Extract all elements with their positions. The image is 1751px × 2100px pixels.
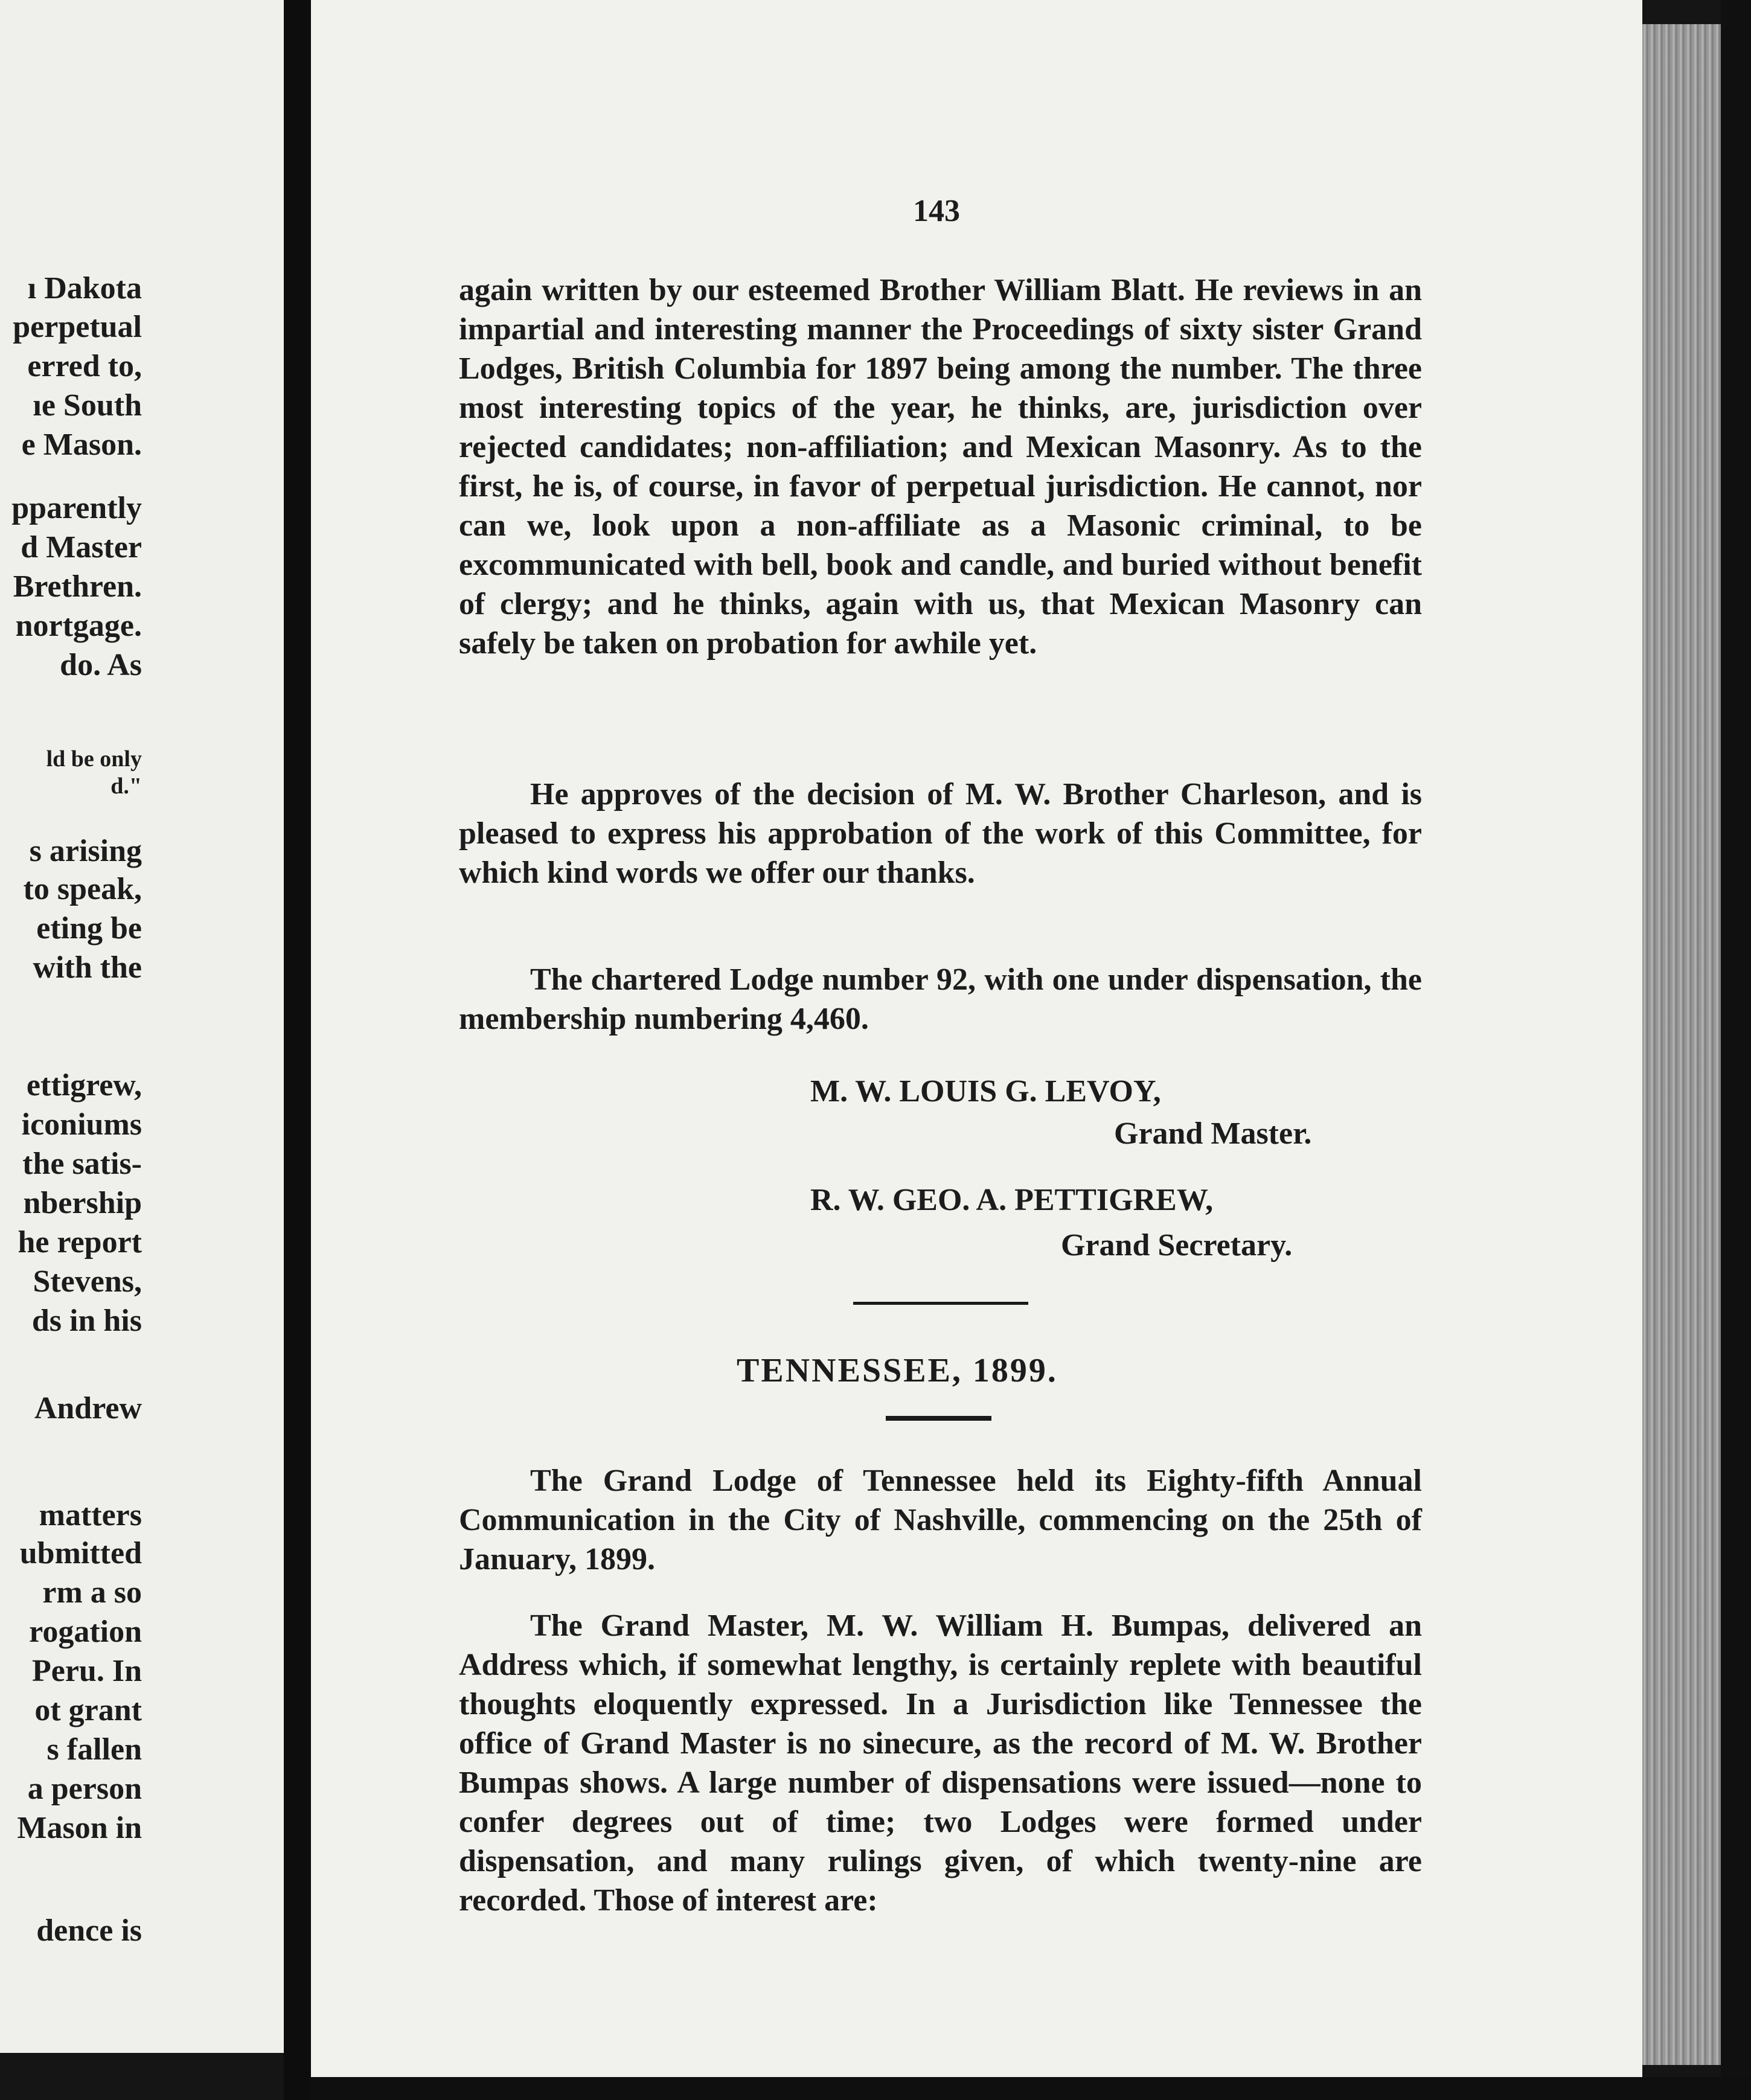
left-page-line: dence is [36,1913,142,1948]
page-number: 143 [913,194,960,228]
left-page-line: Brethren. [13,569,142,604]
left-page-line: to speak, [23,872,142,906]
left-page-line: perpetual [13,310,142,344]
left-page-line: ot grant [34,1693,142,1727]
left-page-line: rm a so [42,1575,142,1610]
heading-underline [886,1416,991,1421]
grand-master-title: Grand Master. [1114,1116,1312,1151]
left-page [0,0,284,2053]
left-page-line: do. As [60,648,142,682]
paragraph-grand-master-address: The Grand Master, M. W. William H. Bumpas, delivered an Address which, if somewhat lengthy, is certainly replete with beautiful thoughts eloquently expressed. In a Jurisdiction like Tennessee the office of Grand Master is no sinecure, as the record of M. W. Brother Bumpas shows. A large number of dispensations were issued—none to confer degrees out of time; two Lodges were formed under dispensation, and many rulings given, of which twenty-nine are recorded. Those of interest are: [459,1609,1422,1918]
grand-secretary-name: R. W. GEO. A. PETTIGREW, [810,1183,1214,1217]
paragraph-blatt-review: again written by our esteemed Brother William Blatt. He reviews in an impartial and interesting manner the Proceedings of sixty sister Grand Lodges, British Columbia for 1897 being among the number. The three most interesting topics of the year, he thinks, are, jurisdiction over rejected candidates; non-affiliation; and Mexican Masonry. As to the first, he is, of course, in favor of perpetual jurisdiction. He cannot, nor can we, look upon a non-affiliate as a Masonic criminal, to be excommunicated with bell, book and candle, and buried without benefit of clergy; and he thinks, again with us, that Mexican Masonry can safely be taken on probation for awhile yet. [459,273,1422,661]
left-page-line: d Master [21,530,142,565]
left-page-line: s arising [29,834,142,868]
left-page-line: iconiums [21,1107,142,1142]
bottom-shadow [311,2077,1751,2100]
left-page-line: rogation [29,1615,142,1649]
left-page-line: ds in his [31,1304,142,1338]
left-page-line: a person [27,1772,142,1806]
left-page-line: d." [110,773,142,799]
paragraph-tennessee-communication: The Grand Lodge of Tennessee held its Eighty-fifth Annual Communication in the City of Nashville, commencing on the 25th of January, 1899. [459,1464,1422,1577]
book-edge-shadow [1721,0,1751,2100]
grand-master-name: M. W. LOUIS G. LEVOY, [810,1074,1161,1109]
grand-secretary-title: Grand Secretary. [1061,1228,1293,1263]
left-page-line: the satis- [22,1147,142,1181]
left-page-line: ettigrew, [26,1068,142,1103]
left-page-line: he report [18,1225,142,1260]
left-page-line: pparently [11,491,142,525]
left-page-line: ubmitted [19,1536,142,1570]
left-page-line: Peru. In [32,1654,142,1688]
paragraph-charleson-decision: He approves of the decision of M. W. Brother Charleson, and is pleased to express his approbation of the work of this Committee, for which kind words we offer our thanks. [459,777,1422,890]
left-page-line: ld be only [46,746,142,772]
left-page-line: with the [33,950,142,985]
left-page-line: matters [39,1498,142,1532]
page-edge [1642,24,1721,2065]
left-page-line: ıe South [33,388,142,423]
left-page-line: Stevens, [33,1264,142,1299]
section-divider [853,1302,1028,1305]
left-page-line: e Mason. [21,427,142,462]
section-heading: TENNESSEE, 1899. [737,1352,1058,1389]
left-page-line: Andrew [34,1391,142,1426]
left-page-line: ı Dakota [27,271,142,306]
left-page-line: Mason in [17,1811,142,1845]
book-gutter [284,0,311,2100]
left-page-line: nbership [23,1186,142,1220]
paragraph-lodge-count: The chartered Lodge number 92, with one under dispensation, the membership numbering 4,460. [459,962,1422,1036]
left-page-line: s fallen [46,1732,142,1767]
left-page-line: erred to, [27,349,142,383]
left-page-line: nortgage. [15,609,142,643]
left-page-line: eting be [36,911,142,946]
